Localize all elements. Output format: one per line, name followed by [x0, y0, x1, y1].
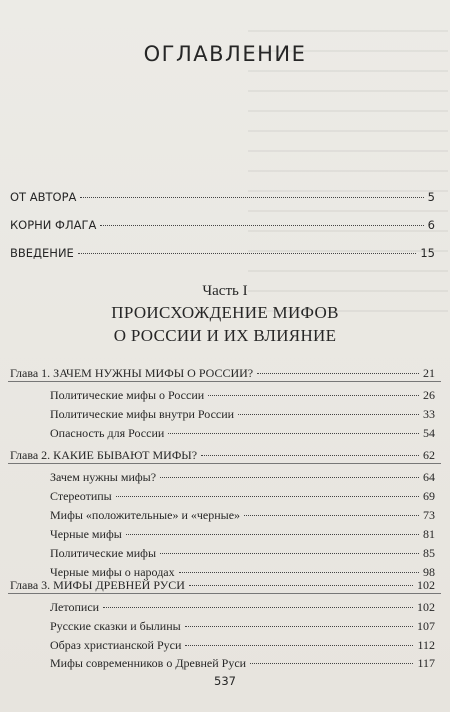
leader-dots	[80, 197, 423, 198]
leader-dots	[78, 253, 417, 254]
subentry-page: 54	[423, 426, 435, 440]
toc-entry-label: ОТ АВТОРА	[10, 190, 77, 204]
toc-entry-page: 6	[427, 218, 435, 232]
subentry-page: 85	[423, 546, 435, 560]
toc-entry-front	[10, 218, 435, 232]
toc-subentry	[50, 527, 435, 542]
leader-dots	[250, 663, 413, 664]
subentry-page: 102	[417, 600, 435, 614]
page-title: ОГЛАВЛЕНИЕ	[143, 42, 307, 66]
leader-dots	[103, 607, 413, 608]
leader-dots	[208, 395, 419, 396]
subentry-page: 69	[423, 489, 435, 503]
subentry-page: 81	[423, 527, 435, 541]
leader-dots	[160, 477, 419, 478]
chapter-rule	[8, 381, 441, 382]
leader-dots	[160, 553, 419, 554]
subentry-label: Русские сказки и былины	[50, 619, 181, 633]
toc-subentry	[50, 546, 435, 561]
subentry-label: Политические мифы внутри России	[50, 407, 235, 421]
toc-subentry	[50, 489, 435, 504]
chapter-rule	[8, 463, 441, 464]
chapter-page: 21	[423, 366, 435, 380]
part-label: Часть I	[202, 283, 248, 299]
subentry-page: 73	[423, 508, 435, 522]
part-title-line-1: ПРОИСХОЖДЕНИЕ МИФОВ	[111, 303, 339, 322]
page-number: 537	[214, 674, 236, 688]
toc-chapter	[10, 448, 435, 463]
leader-dots	[244, 515, 419, 516]
subentry-label: Политические мифы	[50, 546, 157, 560]
toc-subentry	[50, 619, 435, 634]
subentry-page: 64	[423, 470, 435, 484]
toc-entry-front	[10, 246, 435, 260]
leader-dots	[238, 414, 419, 415]
part-title-line-2: О РОССИИ И ИХ ВЛИЯНИЕ	[113, 326, 337, 345]
toc-subentry	[50, 508, 435, 523]
subentry-label: Зачем нужны мифы?	[50, 470, 157, 484]
subentry-label: Мифы «положительные» и «черные»	[50, 508, 241, 522]
subentry-page: 117	[417, 656, 435, 670]
subentry-label: Политические мифы о России	[50, 388, 205, 402]
toc-entry-label: КОРНИ ФЛАГА	[10, 218, 97, 232]
leader-dots	[189, 585, 413, 586]
subentry-label: Мифы современников о Древней Руси	[50, 656, 247, 670]
subentry-page: 112	[417, 638, 435, 652]
subentry-label: Стереотипы	[50, 489, 112, 503]
chapter-label: Глава 1. ЗАЧЕМ НУЖНЫ МИФЫ О РОССИИ?	[10, 366, 254, 380]
subentry-page: 107	[417, 619, 435, 633]
toc-chapter	[10, 578, 435, 593]
subentry-label: Образ христианской Руси	[50, 638, 182, 652]
leader-dots	[179, 572, 419, 573]
toc-entry-label: ВВЕДЕНИЕ	[10, 246, 74, 260]
toc-subentry	[50, 470, 435, 485]
chapter-label: Глава 2. КАКИЕ БЫВАЮТ МИФЫ?	[10, 448, 198, 462]
subentry-page: 98	[423, 565, 435, 579]
toc-subentry	[50, 656, 435, 671]
subentry-label: Опасность для России	[50, 426, 165, 440]
subentry-label: Летописи	[50, 600, 100, 614]
toc-subentry	[50, 388, 435, 403]
leader-dots	[201, 455, 419, 456]
chapter-rule	[8, 593, 441, 594]
toc-chapter	[10, 366, 435, 381]
subentry-page: 33	[423, 407, 435, 421]
leader-dots	[185, 645, 413, 646]
toc-entry-page: 15	[420, 246, 435, 260]
chapter-page: 62	[423, 448, 435, 462]
toc-entry-page: 5	[427, 190, 435, 204]
leader-dots	[116, 496, 419, 497]
leader-dots	[257, 373, 419, 374]
subentry-label: Черные мифы	[50, 527, 122, 541]
subentry-label: Черные мифы о народах	[50, 565, 175, 579]
chapter-label: Глава 3. МИФЫ ДРЕВНЕЙ РУСИ	[10, 578, 185, 592]
leader-dots	[185, 626, 413, 627]
leader-dots	[100, 225, 423, 226]
leader-dots	[126, 534, 419, 535]
toc-subentry	[50, 407, 435, 422]
chapter-page: 102	[417, 578, 435, 592]
toc-entry-front	[10, 190, 435, 204]
subentry-page: 26	[423, 388, 435, 402]
toc-subentry	[50, 638, 435, 653]
leader-dots	[168, 433, 419, 434]
toc-subentry	[50, 426, 435, 441]
toc-subentry	[50, 600, 435, 615]
